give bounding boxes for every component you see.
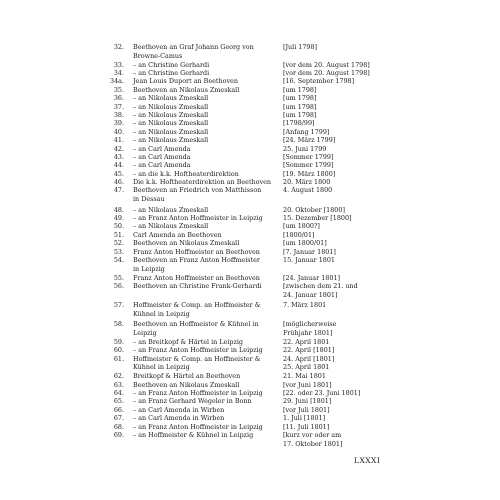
letter-index [0, 43, 500, 449]
entry-correspondent: Hoffmeister & Comp. an Hoffmeister & Kühnel in Leipzig [133, 354, 261, 372]
entry-date: [zwischen dem 21. und 24. Januar 1801] [283, 281, 358, 299]
entry-date: [um 1798] [283, 85, 317, 94]
entry-date: [Sommer 1799] [283, 161, 334, 170]
entry-row [0, 301, 500, 319]
entry-number: 42. [113, 144, 124, 153]
entry-date: [vor Juni 1801] [283, 380, 332, 389]
entry-row [0, 389, 500, 397]
entry-row [0, 128, 500, 136]
entry-date: [1798/99] [283, 119, 315, 128]
entry-date: [vor Juli 1801] [283, 405, 330, 414]
entry-date: [1800/01] [283, 230, 315, 239]
entry-correspondent: – an Christine Gerhardi [133, 68, 210, 77]
entry-date: [22. oder 23. Juni 1801] [283, 389, 361, 398]
entry-row [0, 86, 500, 94]
entry-row [0, 381, 500, 389]
entry-correspondent: Franz Anton Hoffmeister an Beethoven [133, 247, 260, 256]
entry-number: 43. [113, 152, 124, 161]
entry-correspondent: Beethoven an Hoffmeister & Kühnel in Leipzig [133, 320, 259, 337]
entry-date: [um 1798] [283, 102, 317, 111]
entry-correspondent: – an Nikolaus Zmeskall [133, 102, 209, 111]
entry-number: 55. [113, 273, 124, 282]
entry-number: 35. [113, 85, 124, 94]
entry-row [0, 94, 500, 102]
entry-number: 40. [113, 127, 124, 136]
entry-row [0, 111, 500, 119]
entry-date: 15. Dezember [1800] [283, 214, 352, 223]
entry-correspondent: – an Nikolaus Zmeskall [133, 136, 209, 145]
entry-correspondent: – an Nikolaus Zmeskall [133, 110, 209, 119]
entry-row [0, 145, 500, 153]
entry-date: [7. Januar 1801] [283, 247, 336, 256]
entry-number: 33. [113, 60, 124, 69]
entry-row [0, 406, 500, 414]
entry-correspondent: Breitkopf & Härtel an Beethoven [133, 372, 241, 381]
entry-date: 25. Juni 1799 [283, 144, 327, 153]
entry-row [0, 338, 500, 346]
entry-correspondent: Beethoven an Friedrich von Matthisson in Dessau [133, 186, 262, 204]
entry-date: 29. Juni [1801] [283, 397, 332, 406]
entry-row [0, 372, 500, 380]
entry-correspondent: – an Nikolaus Zmeskall [133, 127, 209, 136]
entry-row [0, 69, 500, 77]
entry-number: 54. [113, 255, 124, 264]
entry-date: [19. März 1800] [283, 169, 336, 178]
entry-number: 58. [113, 320, 124, 329]
entry-correspondent: Beethoven an Christine Frank-Gerhardi [133, 281, 262, 290]
entry-row [0, 186, 500, 204]
entry-number: 61. [113, 354, 124, 363]
entry-row [0, 206, 500, 214]
entry-row [0, 77, 500, 85]
entry-correspondent: Hoffmeister & Comp. an Hoffmeister & Kühnel in Leipzig [133, 301, 261, 318]
entry-number: 39. [113, 119, 124, 128]
entry-row [0, 103, 500, 111]
entry-date: [Sommer 1799] [283, 152, 334, 161]
entry-correspondent: – an Nikolaus Zmeskall [133, 222, 209, 231]
entry-correspondent: – an die k.k. Hoftheaterdirektion [133, 169, 239, 178]
entry-number: 59. [113, 337, 124, 346]
entry-correspondent: – an Hoffmeister & Kühnel in Leipzig [133, 431, 254, 440]
entry-date: [11. Juli 1801] [283, 422, 330, 431]
entry-date: [24. Januar 1801] [283, 273, 340, 282]
entry-date: [16. September 1798] [283, 77, 355, 86]
entry-row [0, 239, 500, 247]
entry-correspondent: – an Carl Amenda [133, 144, 191, 153]
entry-number: 51. [113, 230, 124, 239]
entry-correspondent: – an Franz Anton Hoffmeister in Leipzig [133, 214, 263, 223]
entry-date: 4. August 1800 [283, 186, 333, 195]
entry-row [0, 355, 500, 373]
entry-row [0, 214, 500, 222]
entry-date: [kurz vor oder am 17. Oktober 1801] [283, 431, 343, 448]
entry-number: 37. [113, 102, 124, 111]
entry-correspondent: Beethoven an Franz Anton Hoffmeister in Leipzig [133, 255, 260, 273]
entry-number: 36. [113, 94, 124, 103]
entry-correspondent: Beethoven an Nikolaus Zmeskall [133, 85, 240, 94]
entry-correspondent: – an Franz Anton Hoffmeister in Leipzig [133, 389, 263, 398]
entry-number: 38. [113, 110, 124, 119]
entry-date: [um 1800?] [283, 222, 320, 231]
entry-number: 56. [113, 281, 124, 290]
entry-row [0, 423, 500, 431]
entry-number: 47. [113, 186, 124, 195]
entry-date: [um 1800/01] [283, 239, 327, 248]
entry-correspondent: Carl Amenda an Beethoven [133, 230, 222, 239]
entry-correspondent: – an Franz Gerhard Wegeler in Bonn [133, 397, 252, 406]
entry-number: 62. [113, 372, 124, 381]
entry-correspondent: Beethoven an Nikolaus Zmeskall [133, 239, 240, 248]
entry-date: [vor dem 20. August 1798] [283, 68, 370, 77]
entry-date: 20. März 1800 [283, 178, 331, 187]
entry-number: 34a. [110, 77, 124, 86]
entry-row [0, 161, 500, 169]
page-number: LXXXI [354, 456, 381, 465]
entry-correspondent: Franz Anton Hoffmeister an Beethoven [133, 273, 260, 282]
entry-row [0, 282, 500, 300]
entry-number: 46. [113, 178, 124, 187]
entry-number: 57. [113, 301, 124, 310]
entry-date: [24. März 1799] [283, 136, 336, 145]
entry-number: 69. [113, 431, 124, 440]
entry-row [0, 61, 500, 69]
entry-correspondent: – an Nikolaus Zmeskall [133, 119, 209, 128]
entry-number: 52. [113, 239, 124, 248]
entry-correspondent: Beethoven an Graf Johann Georg von Browne-Camus [133, 43, 254, 60]
entry-correspondent: Beethoven an Nikolaus Zmeskall [133, 380, 240, 389]
entry-row [0, 178, 500, 186]
entry-date: 7. März 1801 [283, 301, 327, 310]
entry-number: 64. [113, 389, 124, 398]
entry-number: 60. [113, 346, 124, 355]
entry-date: [vor dem 20. August 1798] [283, 60, 370, 69]
entry-row [0, 346, 500, 354]
entry-number: 67. [113, 414, 124, 423]
entry-row [0, 431, 500, 449]
entry-row [0, 119, 500, 127]
entry-row [0, 170, 500, 178]
entry-row [0, 248, 500, 256]
entry-correspondent: – an Carl Amenda [133, 161, 191, 170]
entry-row [0, 256, 500, 274]
entry-date: [Anfang 1799] [283, 127, 330, 136]
entry-correspondent: – an Christine Gerhardi [133, 60, 210, 69]
entry-row [0, 153, 500, 161]
entry-date: 20. Oktober [1800] [283, 205, 345, 214]
entry-number: 48. [113, 205, 124, 214]
entry-number: 53. [113, 247, 124, 256]
entry-number: 49. [113, 214, 124, 223]
entry-number: 63. [113, 380, 124, 389]
entry-date: [um 1798] [283, 94, 317, 103]
entry-date: 21. Mai 1801 [283, 372, 326, 381]
entry-correspondent: Die k.k. Hoftheaterdirektion an Beethoven [133, 178, 271, 187]
entry-date: 24. April [1801] 25. April 1801 [283, 354, 335, 372]
entry-number: 68. [113, 422, 124, 431]
entry-row [0, 320, 500, 338]
entry-date: 22. April 1801 [283, 337, 330, 346]
entry-correspondent: – an Carl Amenda in Wirben [133, 405, 225, 414]
entry-date: [um 1798] [283, 110, 317, 119]
entry-correspondent: – an Franz Anton Hoffmeister in Leipzig [133, 422, 263, 431]
entry-number: 45. [113, 169, 124, 178]
entry-number: 65. [113, 397, 124, 406]
entry-row [0, 222, 500, 230]
entry-date: 15. Januar 1801 [283, 255, 335, 264]
entry-row [0, 274, 500, 282]
entry-correspondent: – an Franz Anton Hoffmeister in Leipzig [133, 346, 263, 355]
entry-correspondent: – an Carl Amenda in Wirben [133, 414, 225, 423]
entry-row [0, 136, 500, 144]
entry-correspondent: – an Nikolaus Zmeskall [133, 94, 209, 103]
entry-correspondent: – an Breitkopf & Härtel in Leipzig [133, 337, 243, 346]
entry-date: 1. Juli [1801] [283, 414, 326, 423]
entry-number: 41. [113, 136, 124, 145]
entry-correspondent: – an Carl Amenda [133, 152, 191, 161]
entry-row [0, 43, 500, 61]
entry-row [0, 397, 500, 405]
entry-row [0, 414, 500, 422]
entry-number: 32. [113, 43, 124, 51]
entry-correspondent: Jean Louis Duport an Beethoven [133, 77, 238, 86]
entry-row [0, 231, 500, 239]
entry-number: 66. [113, 405, 124, 414]
entry-date: [Juli 1798] [283, 43, 318, 51]
entry-number: 50. [113, 222, 124, 231]
entry-number: 34. [113, 68, 124, 77]
entry-number: 44. [113, 161, 124, 170]
entry-correspondent: – an Nikolaus Zmeskall [133, 205, 209, 214]
entry-date: 22. April [1801] [283, 346, 335, 355]
entry-date: [möglicherweise Frühjahr 1801] [283, 320, 337, 337]
